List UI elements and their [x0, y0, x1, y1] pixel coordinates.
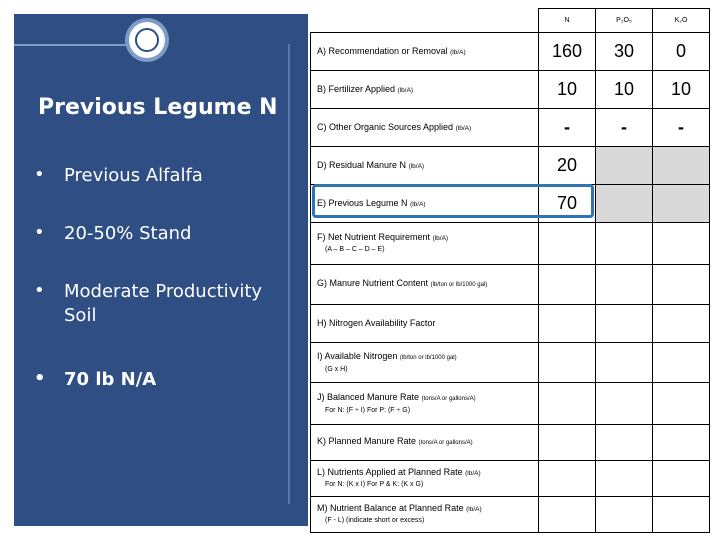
cell-n[interactable]: 160 [539, 33, 596, 71]
cell-p-disabled [596, 185, 653, 223]
row-label-text: K) Planned Manure Rate [317, 436, 417, 446]
bullet-dot-icon: • [34, 222, 45, 243]
cell-n[interactable]: 70 [539, 185, 596, 223]
cell-p[interactable]: - [596, 109, 653, 147]
row-label [311, 71, 539, 109]
row-unit: (lb/ton or lb/1000 gal) [399, 354, 457, 361]
row-unit: (lb/ton or lb/1000 gal) [430, 282, 488, 288]
row-label [311, 497, 539, 533]
bullet-text: 20-50% Stand [64, 223, 192, 244]
row-unit: (tons/A or gallons/A) [418, 440, 473, 446]
cell-k[interactable] [653, 265, 710, 305]
bullet-text: 70 lb N/A [64, 369, 157, 390]
cell-n[interactable]: 10 [539, 71, 596, 109]
cell-p[interactable] [596, 383, 653, 425]
header-k2o: K₂O [653, 9, 710, 33]
cell-n[interactable] [539, 265, 596, 305]
row-label-text: E) Previous Legume N [317, 197, 408, 208]
row-label [311, 147, 539, 185]
table-row [311, 147, 710, 185]
row-formula: (A – B – C – D – E) [325, 246, 385, 253]
bullet-text: Moderate Productivity Soil [64, 281, 263, 326]
table-row [311, 461, 710, 497]
row-label-text: B) Fertilizer Applied [317, 83, 396, 94]
table-row [311, 425, 710, 461]
row-label [311, 265, 539, 305]
slide-left-panel [14, 14, 288, 526]
row-unit: (lb/A) [408, 162, 425, 170]
row-label-text: H) Nitrogen Availability Factor [317, 318, 436, 328]
row-unit: (lb/A) [455, 124, 472, 132]
row-label-text: C) Other Organic Sources Applied [317, 121, 454, 132]
row-formula: (F - L) (indicate short or excess) [325, 517, 425, 524]
table-row [311, 497, 710, 533]
table-header-row [311, 9, 710, 33]
row-label-text: M) Nutrient Balance at Planned Rate [317, 503, 464, 513]
row-label [311, 383, 539, 425]
cell-k[interactable] [653, 383, 710, 425]
cell-p[interactable] [596, 497, 653, 533]
panel-right-strip [288, 44, 308, 504]
cell-n[interactable] [539, 383, 596, 425]
row-formula: (G x H) [325, 365, 348, 373]
bullet-dot-icon: • [34, 280, 45, 301]
table-row [311, 71, 710, 109]
row-unit: (lb/A) [397, 86, 414, 94]
cell-k[interactable]: 10 [653, 71, 710, 109]
circle-badge-inner-icon [135, 28, 159, 52]
cell-k[interactable] [653, 497, 710, 533]
row-label-text: G) Manure Nutrient Content [317, 278, 429, 288]
cell-p[interactable] [596, 265, 653, 305]
cell-p[interactable] [596, 223, 653, 265]
cell-p[interactable] [596, 343, 653, 383]
cell-k-disabled [653, 147, 710, 185]
cell-p[interactable]: 10 [596, 71, 653, 109]
cell-p[interactable] [596, 425, 653, 461]
cell-p[interactable] [596, 305, 653, 343]
row-label-text: F) Net Nutrient Requirement [317, 232, 431, 242]
bullet-text: Previous Alfalfa [64, 165, 203, 186]
row-label [311, 425, 539, 461]
cell-k[interactable]: 0 [653, 33, 710, 71]
cell-k[interactable] [653, 343, 710, 383]
cell-k[interactable]: - [653, 109, 710, 147]
row-label [311, 461, 539, 497]
header-p2o5: P₂O₅ [596, 9, 653, 33]
cell-n[interactable] [539, 305, 596, 343]
cell-p[interactable] [596, 461, 653, 497]
row-unit: (lb/A) [410, 200, 426, 208]
row-unit: (lb/A) [450, 48, 466, 56]
row-label [311, 109, 539, 147]
row-label-text: A) Recommendation or Removal [317, 45, 448, 56]
table-row [311, 343, 710, 383]
row-formula: For N: (F ÷ I) For P: (F ÷ G) [325, 406, 411, 414]
table-corner [311, 9, 539, 33]
bullet-dot-icon: • [34, 164, 45, 185]
row-label-text: D) Residual Manure N [317, 159, 407, 170]
cell-k[interactable] [653, 305, 710, 343]
row-label [311, 33, 539, 71]
cell-k-disabled [653, 185, 710, 223]
cell-n[interactable] [539, 343, 596, 383]
panel-bottom-bar [14, 504, 308, 526]
cell-n[interactable] [539, 497, 596, 533]
cell-p[interactable]: 30 [596, 33, 653, 71]
row-formula: For N: (K x I) For P & K: (K x G) [325, 481, 424, 488]
cell-n[interactable] [539, 223, 596, 265]
row-label-text: J) Balanced Manure Rate [317, 391, 420, 402]
row-label-text: L) Nutrients Applied at Planned Rate [317, 467, 463, 477]
nutrient-table [310, 8, 710, 533]
row-label [311, 223, 539, 265]
row-label-text: I) Available Nitrogen [317, 350, 398, 361]
header-n: N [539, 9, 596, 33]
row-label [311, 305, 539, 343]
table-row [311, 223, 710, 265]
row-unit: (tons/A or gallons/A) [421, 395, 476, 402]
table-row [311, 265, 710, 305]
cell-k[interactable] [653, 223, 710, 265]
cell-k[interactable] [653, 461, 710, 497]
table-row [311, 109, 710, 147]
row-label [311, 343, 539, 383]
cell-k[interactable] [653, 425, 710, 461]
legume-row-highlight [312, 184, 594, 218]
cell-n[interactable]: - [539, 109, 596, 147]
table-row [311, 305, 710, 343]
cell-n[interactable] [539, 425, 596, 461]
cell-p-disabled [596, 147, 653, 185]
row-unit: (lb/A) [466, 506, 482, 513]
table-row [311, 33, 710, 71]
panel-divider [14, 44, 129, 46]
bullet-dot-icon: • [34, 368, 46, 389]
row-unit: (lb/A) [432, 235, 449, 242]
slide-title: Previous Legume N [38, 95, 278, 120]
cell-n[interactable] [539, 461, 596, 497]
panel-strip-line [288, 44, 290, 504]
cell-n[interactable]: 20 [539, 147, 596, 185]
row-unit: (lb/A) [465, 470, 481, 477]
table-row [311, 383, 710, 425]
